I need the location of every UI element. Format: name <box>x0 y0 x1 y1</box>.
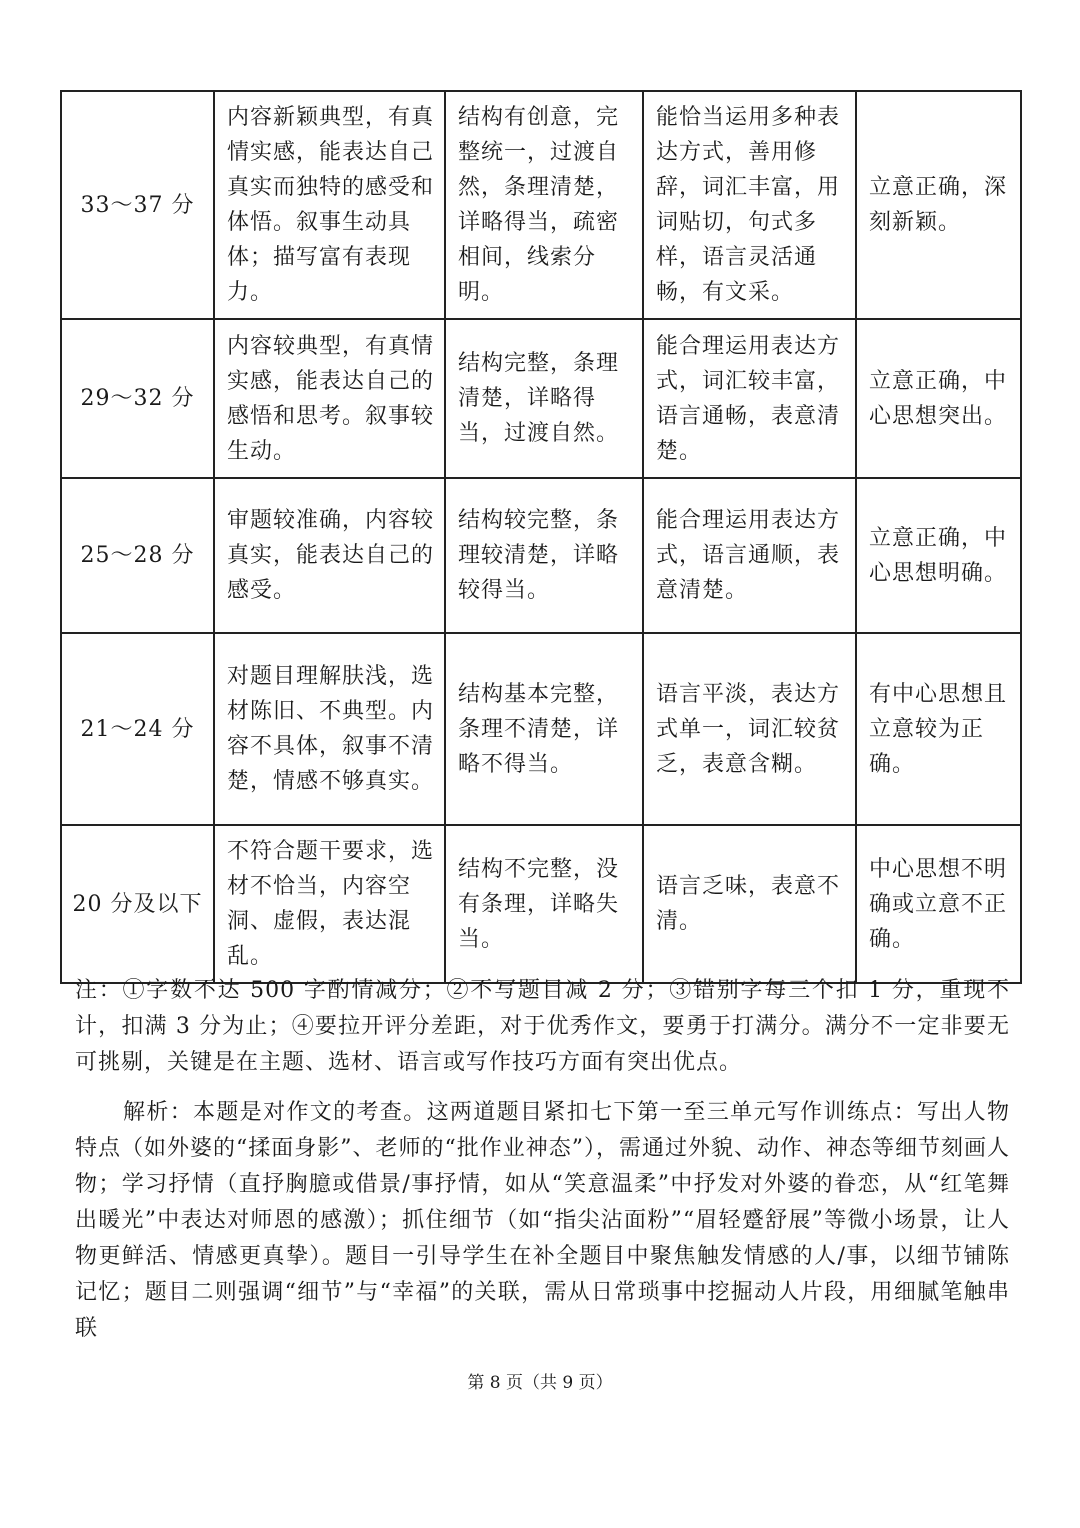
score-range-cell: 20 分及以下 <box>61 825 214 983</box>
score-range-cell: 25～28 分 <box>61 478 214 633</box>
theme-criteria-cell: 立意正确，深刻新颖。 <box>856 91 1021 319</box>
language-criteria-cell: 语言平淡，表达方式单一，词汇较贫乏，表意含糊。 <box>643 633 856 825</box>
content-criteria-cell: 不符合题干要求，选材不恰当，内容空洞、虚假，表达混乱。 <box>214 825 445 983</box>
table-row <box>61 91 1021 319</box>
structure-criteria-cell: 结构不完整，没有条理，详略失当。 <box>445 825 643 983</box>
content-criteria-cell: 内容新颖典型，有真情实感，能表达自己真实而独特的感受和体悟。叙事生动具体；描写富有表现力。 <box>214 91 445 319</box>
theme-criteria-cell: 立意正确，中心思想突出。 <box>856 319 1021 478</box>
theme-criteria-cell: 有中心思想且立意较为正确。 <box>856 633 1021 825</box>
scoring-note: 注：①字数不达 500 字酌情减分；②不写题目减 2 分；③错别字每三个扣 1 分，重现不计，扣满 3 分为止；④要拉开评分差距，对于优秀作文，要勇于打满分。满分不一定非要无可挑剔，关键是在主题、选材、语言或写作技巧方面有突出优点。 <box>75 978 1010 1075</box>
score-range-cell: 33～37 分 <box>61 91 214 319</box>
table-row <box>61 825 1021 983</box>
theme-criteria-cell: 中心思想不明确或立意不正确。 <box>856 825 1021 983</box>
score-range-cell: 21～24 分 <box>61 633 214 825</box>
structure-criteria-cell: 结构较完整，条理较清楚，详略较得当。 <box>445 478 643 633</box>
language-criteria-cell: 能合理运用表达方式，语言通顺，表意清楚。 <box>643 478 856 633</box>
page-number-footer: 第 8 页（共 9 页） <box>467 1373 613 1393</box>
content-criteria-cell: 审题较准确，内容较真实，能表达自己的感受。 <box>214 478 445 633</box>
table-row <box>61 478 1021 633</box>
content-criteria-cell: 内容较典型，有真情实感，能表达自己的感悟和思考。叙事较生动。 <box>214 319 445 478</box>
language-criteria-cell: 能合理运用表达方式，词汇较丰富，语言通畅，表意清楚。 <box>643 319 856 478</box>
scoring-rubric-table <box>60 90 1022 984</box>
structure-criteria-cell: 结构基本完整，条理不清楚，详略不得当。 <box>445 633 643 825</box>
language-criteria-cell: 能恰当运用多种表达方式，善用修辞，词汇丰富，用词贴切，句式多样，语言灵活通畅，有文采。 <box>643 91 856 319</box>
structure-criteria-cell: 结构完整，条理清楚，详略得当，过渡自然。 <box>445 319 643 478</box>
structure-criteria-cell: 结构有创意，完整统一，过渡自然，条理清楚，详略得当，疏密相间，线索分明。 <box>445 91 643 319</box>
theme-criteria-cell: 立意正确，中心思想明确。 <box>856 478 1021 633</box>
content-criteria-cell: 对题目理解肤浅，选材陈旧、不典型。内容不具体，叙事不清楚，情感不够真实。 <box>214 633 445 825</box>
analysis-paragraph: 解析：本题是对作文的考查。这两道题目紧扣七下第一至三单元写作训练点：写出人物特点（如外婆的“揉面身影”、老师的“批作业神态”），需通过外貌、动作、神态等细节刻画人物；学习抒情（直抒胸臆或借景/事抒情，如从“笑意温柔”中抒发对外婆的眷恋，从“红笔舞出暖光”中表达对师恩的感激）；抓住细节（如“指尖沾面粉”“眉轻蹙舒展”等微小场景，让人物更鲜活、情感更真挚）。题目一引导学生在补全题目中聚焦触发情感的人/事，以细节铺陈记忆；题目二则强调“细节”与“幸福”的关联，需从日常琐事中挖掘动人片段，用细腻笔触串联 <box>75 1100 1010 1341</box>
language-criteria-cell: 语言乏味，表意不清。 <box>643 825 856 983</box>
table-row <box>61 633 1021 825</box>
score-range-cell: 29～32 分 <box>61 319 214 478</box>
table-row <box>61 319 1021 478</box>
